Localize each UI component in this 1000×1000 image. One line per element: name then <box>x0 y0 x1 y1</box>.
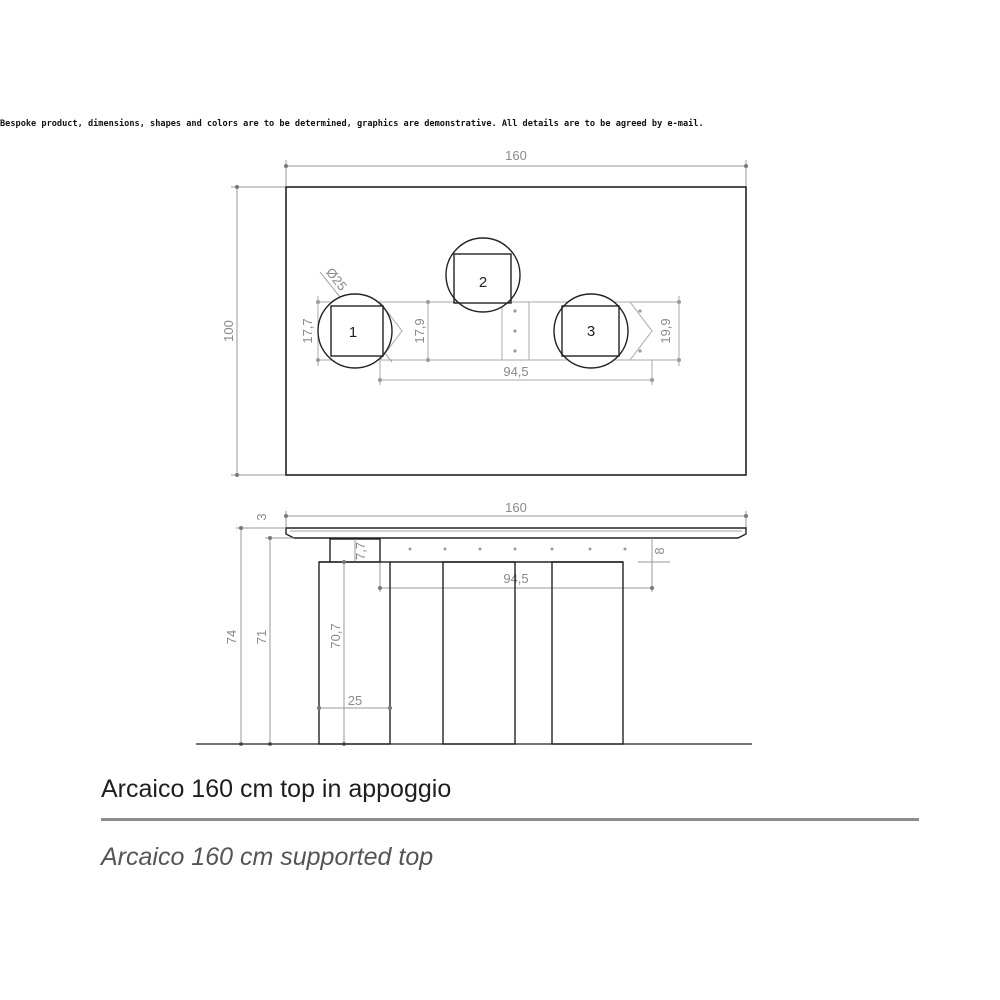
caption-divider <box>101 818 919 821</box>
side-column-width: 25 <box>347 693 363 708</box>
detail-2 <box>446 238 520 312</box>
top-view <box>221 148 748 477</box>
detail-3-label: 3 <box>586 323 596 340</box>
disclaimer-text: Bespoke product, dimensions, shapes and colors are to be determined, graphics are demonstrative. All details are to be agreed by e-mail. <box>0 119 704 129</box>
side-top-thickness: 3 <box>254 513 269 521</box>
detail-1-label: 1 <box>348 324 358 341</box>
caption-italian: Arcaico 160 cm top in appoggio <box>101 775 452 803</box>
side-base-height: 71 <box>254 629 269 645</box>
side-width-label: 160 <box>505 500 527 515</box>
detail-1 <box>318 294 392 368</box>
top-dim-left: 17,7 <box>300 318 315 344</box>
caption-english: Arcaico 160 cm supported top <box>101 843 434 871</box>
top-span-label: 94,5 <box>503 364 529 379</box>
side-span-label: 94,5 <box>503 571 529 586</box>
side-beam-height: 8 <box>652 547 667 555</box>
top-depth-label: 100 <box>221 320 236 342</box>
detail-2-label: 2 <box>478 274 488 291</box>
side-cap-height: 7,7 <box>353 541 368 561</box>
top-dim-middle: 17,9 <box>412 318 427 344</box>
top-width-label: 160 <box>505 148 527 163</box>
diameter-label: Ø25 <box>323 264 351 294</box>
detail-3 <box>554 294 628 368</box>
side-view <box>196 500 752 746</box>
top-dim-right: 19,9 <box>658 318 673 344</box>
side-column-height: 70,7 <box>328 623 343 649</box>
side-total-height: 74 <box>224 629 239 645</box>
